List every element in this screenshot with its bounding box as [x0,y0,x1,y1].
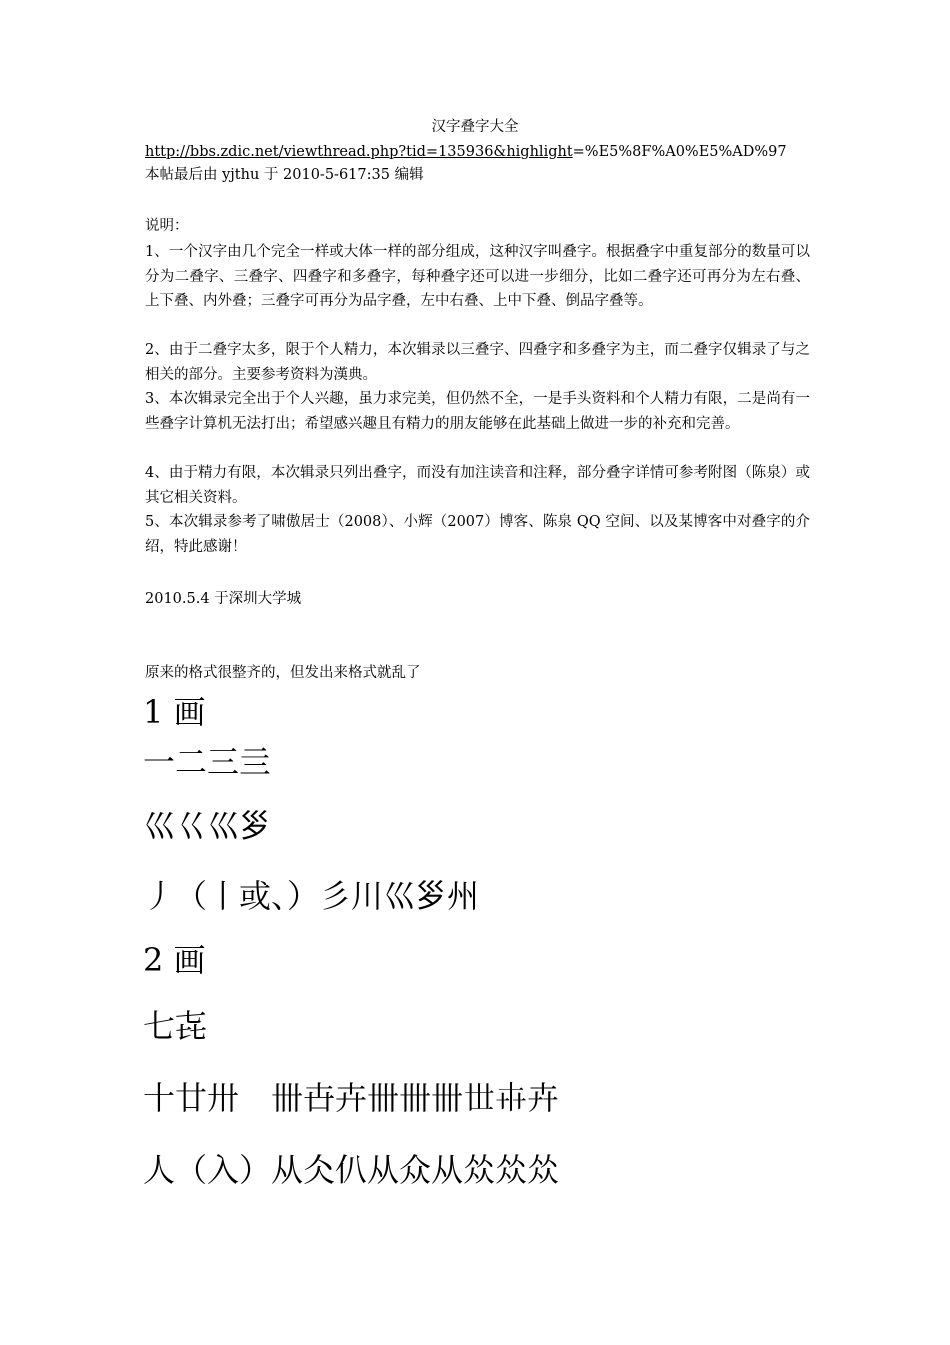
source-url-rest: =%E5%8F%A0%E5%AD%97 [572,144,787,160]
intro-heading: 说明： [145,218,189,234]
char-row-chuan: 巛巜巛𡿪 [143,807,272,845]
char-row-qi: 七㐂 [143,1007,208,1045]
source-url-link[interactable]: http://bbs.zdic.net/viewthread.php?tid=135936&highlight [145,144,573,160]
paragraph-1: 1、一个汉字由几个完全一样或大体一样的部分组成，这种汉字叫叠字。根据叠字中重复部分的数量可以分为二叠字、三叠字、四叠字和多叠字，每种叠字还可以进一步细分，比如二叠字还可再分为左右叠、上下叠、内外叠；三叠字可再分为品字叠，左中右叠、上中下叠、倒品字叠等。 [145,244,810,309]
source-url [145,141,810,164]
char-row-shi: 十廿卅 卌卋卉卌卌卌𠀍𠦃𠦄 [143,1079,560,1117]
paragraph-4: 4、由于精力有限，本次辑录只列出叠字，而没有加注读音和注释，部分叠字详情可参考附图（陈泉）或其它相关资料。 [145,465,810,506]
paragraph-2: 2、由于二叠字太多，限于个人精力，本次辑录以三叠字、四叠字和多叠字为主，而二叠字仅辑录了与之相关的部分。主要参考资料为漢典。 [145,342,810,383]
char-row-yi: 一二三亖 [143,743,272,781]
format-remark: 原来的格式很整齐的，但发出来格式就乱了 [145,665,421,681]
edit-note: 本帖最后由 yjthu 于 2010-5-617:35 编辑 [145,167,424,183]
char-row-pie: 丿（丨或、）彡川巛𡿪州 [143,877,480,915]
paragraph-3: 3、本次辑录完全出于个人兴趣，虽力求完美，但仍然不全，一是手头资料和个人精力有限，二是尚有一些叠字计算机无法打出；希望感兴趣且有精力的朋友能够在此基础上做进一步的补充和完善。 [145,391,810,432]
section-heading-2-strokes: 2 画 [143,941,206,979]
section-heading-1-stroke: 1 画 [143,693,206,731]
document-title: 汉字叠字大全 [431,119,519,135]
paragraph-5: 5、本次辑录参考了啸傲居士（2008）、小辉（2007）博客、陈泉 QQ 空间、以及某博客中对叠字的介绍，特此感谢！ [145,514,810,555]
char-row-ren: 人（入）从仌仈从众从𠈌𠈌𠈌 [143,1151,560,1189]
signature-date: 2010.5.4 于深圳大学城 [145,591,302,607]
